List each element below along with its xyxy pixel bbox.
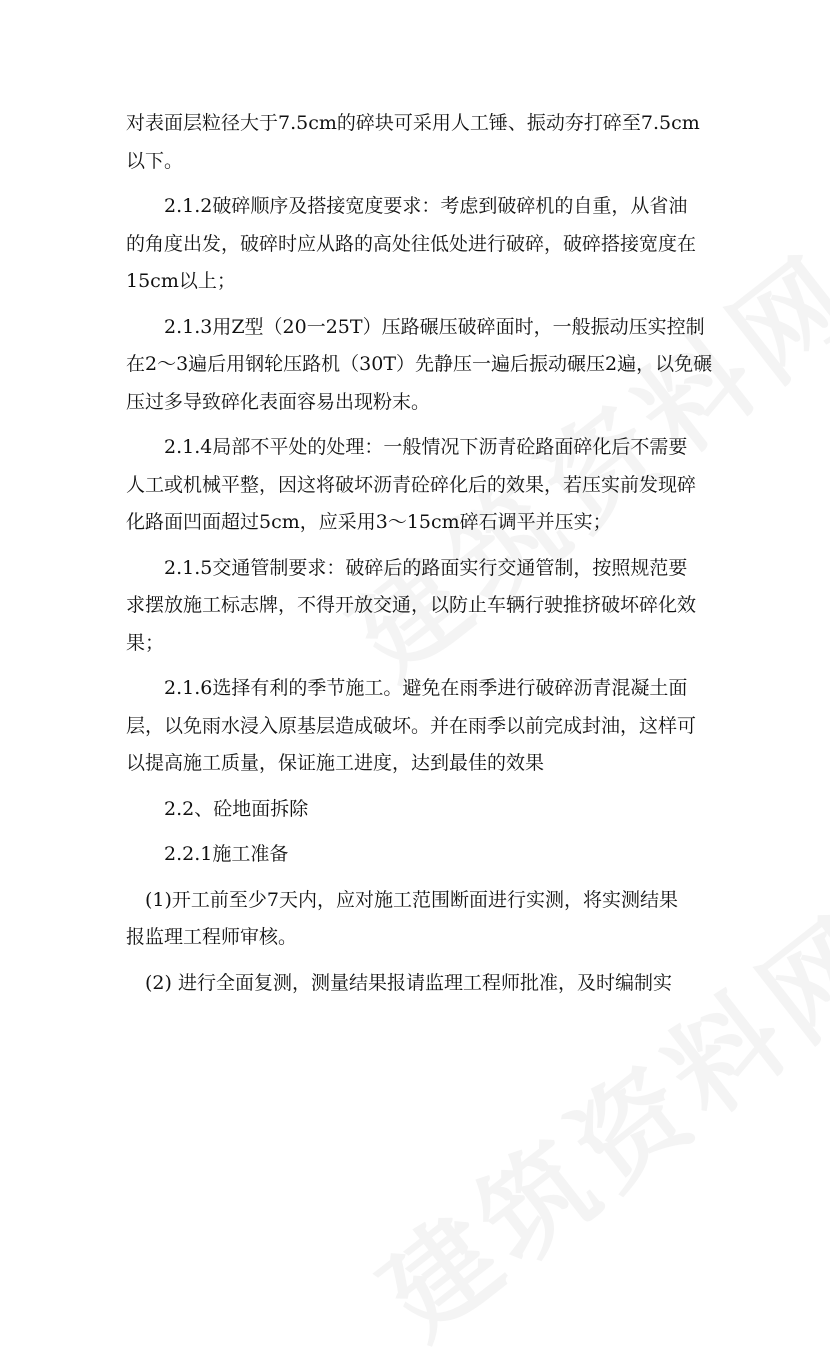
text-line: 化路面凹面超过5cm，应采用3～15cm碎石调平并压实；: [126, 511, 612, 533]
text-line: 2.2、砼地面拆除: [126, 797, 309, 820]
text-line: (2) 进行全面复测，测量结果报请监理工程师批准，及时编制实: [126, 971, 672, 994]
paragraph-gap: [126, 542, 712, 550]
paragraph-gap: [126, 180, 712, 188]
text-line: (1)开工前至少7天内，应对施工范围断面进行实测，将实测结果: [126, 888, 679, 911]
text-line: 2.1.4局部不平处的处理：一般情况下沥青砼路面碎化后不需要: [126, 436, 688, 458]
paragraph: [126, 429, 712, 542]
text-line: 在2～3遍后用钢轮压路机（30T）先静压一遍后振动碾压2遍，以免碾: [126, 353, 712, 375]
text-line: 人工或机械平整，因这将破坏沥青砼碎化后的效果，若压实前发现碎: [126, 473, 697, 496]
text-line: 报监理工程师审核。: [126, 926, 298, 948]
document-body: [126, 105, 712, 1002]
text-line: 压过多导致碎化表面容易出现粉末。: [126, 390, 431, 413]
text-line: 对表面层粒径大于7.5cm的碎块可采用人工锤、振动夯打碎至7.5cm: [126, 112, 700, 134]
paragraph: [126, 188, 712, 301]
paragraph: [126, 670, 712, 783]
paragraph: [126, 105, 712, 180]
text-line: 以下。: [126, 149, 184, 172]
text-line: 2.1.6选择有利的季节施工。避免在雨季进行破碎沥青混凝土面: [126, 677, 688, 699]
text-line: 15cm以上；: [126, 270, 236, 292]
paragraph: [126, 550, 712, 663]
paragraph: [126, 836, 712, 874]
paragraph-gap: [126, 957, 712, 965]
text-line: 以提高施工质量，保证施工进度，达到最佳的效果: [126, 752, 545, 774]
text-line: 层，以免雨水浸入原基层造成破坏。并在雨季以前完成封油，这样可: [126, 714, 697, 737]
text-line: 果；: [126, 631, 165, 654]
paragraph-gap: [126, 874, 712, 882]
paragraph-gap: [126, 783, 712, 791]
text-line: 2.1.5交通管制要求：破碎后的路面实行交通管制，按照规范要: [126, 556, 688, 579]
paragraph-gap: [126, 301, 712, 309]
text-line: 2.1.3用Z型（20一25T）压路碾压破碎面时，一般振动压实控制: [126, 315, 705, 338]
text-line: 求摆放施工标志牌，不得开放交通，以防止车辆行驶推挤破坏碎化效: [126, 594, 697, 616]
text-line: 2.1.2破碎顺序及搭接宽度要求：考虑到破碎机的自重，从省油: [126, 195, 688, 217]
paragraph: [126, 309, 712, 422]
text-line: 2.2.1施工准备: [126, 843, 289, 865]
text-line: 的角度出发，破碎时应从路的高处往低处进行破碎，破碎搭接宽度在: [126, 232, 697, 255]
paragraph-gap: [126, 421, 712, 429]
paragraph-gap: [126, 662, 712, 670]
paragraph: [126, 791, 712, 829]
paragraph-gap: [126, 828, 712, 836]
paragraph: [126, 965, 712, 1003]
paragraph: [126, 882, 712, 957]
